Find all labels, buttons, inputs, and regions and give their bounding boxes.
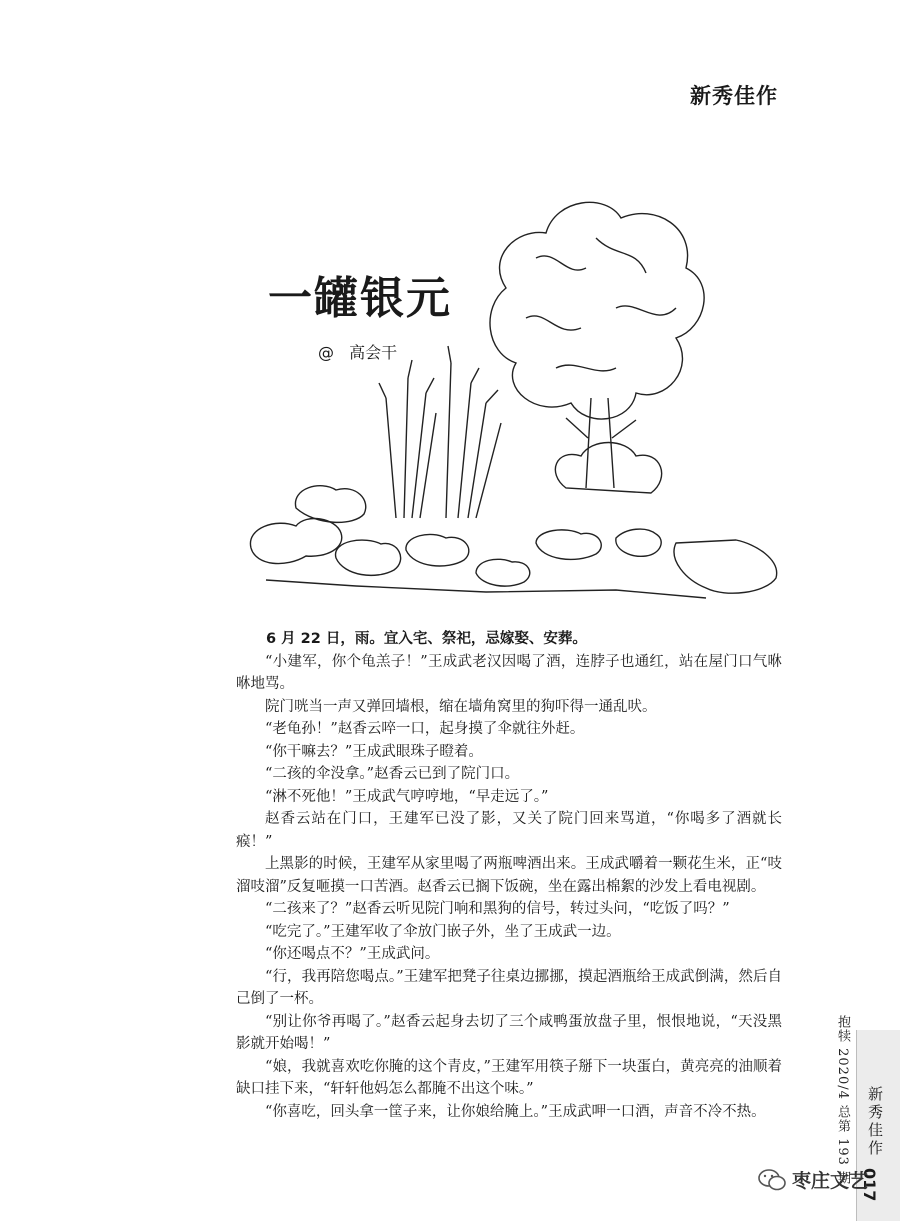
paragraph: 赵香云站在门口，王建军已没了影，又关了院门回来骂道，“你喝多了酒就长瘊！” xyxy=(236,811,782,850)
paragraph: “娘，我就喜欢吃你腌的这个青皮，”王建军用筷子掰下一块蛋白，黄亮亮的油顺着缺口挂下来，“轩轩他妈怎么都腌不出这个味。” xyxy=(236,1058,782,1097)
author-name: 高会干 xyxy=(349,343,398,362)
landscape-illustration xyxy=(236,188,786,618)
paragraph: “淋不死他！”王成武气哼哼地，“早走远了。” xyxy=(265,788,549,805)
watermark xyxy=(758,1166,868,1193)
paragraph: “别让你爷再喝了。”赵香云起身去切了三个咸鸭蛋放盘子里，恨恨地说，“天没黑影就开始喝！” xyxy=(236,1013,782,1052)
side-tab-label: 新秀佳作 xyxy=(866,1086,884,1158)
paragraph: “行，我再陪您喝点。”王建军把凳子往桌边挪挪，摸起酒瓶给王成武倒满，然后自己倒了一杯。 xyxy=(236,968,782,1007)
watermark-text: 枣庄文艺 xyxy=(792,1170,869,1192)
paragraph: 院门咣当一声又弹回墙根，缩在墙角窝里的狗吓得一通乱吠。 xyxy=(265,698,657,715)
paragraph: 上黑影的时候，王建军从家里喝了两瓶啤酒出来。王成武嚼着一颗花生米，正“吱溜吱溜”反复咂摸一口苦酒。赵香云已搁下饭碗，坐在露出棉絮的沙发上看电视剧。 xyxy=(236,856,782,895)
section-label: 新秀佳作 xyxy=(690,84,778,108)
paragraph: “老龟孙！”赵香云啐一口，起身摸了伞就往外赶。 xyxy=(265,721,585,737)
article-title: 一罐银元 xyxy=(268,273,452,324)
wechat-icon xyxy=(758,1169,786,1191)
paragraph: “小建军，你个龟羔子！”王成武老汉因喝了酒，连脖子也通红，站在屋门口气咻咻地骂。 xyxy=(236,653,782,692)
issue-meta: 抱犊 2020/4 总第 193 期 xyxy=(835,1015,850,1186)
paragraph: “吃完了。”王建军收了伞放门嵌子外，坐了王成武一边。 xyxy=(265,923,621,940)
page-number: 017 xyxy=(860,1168,879,1202)
dateline: 6 月 22 日，雨。宜入宅、祭祀，忌嫁娶、安葬。 xyxy=(266,631,587,647)
paragraph: “你喜吃，回头拿一筐子来，让你娘给腌上。”王成武呷一口酒，声音不冷不热。 xyxy=(265,1103,766,1120)
paragraph: “你干嘛去？”王成武眼珠子瞪着。 xyxy=(265,743,483,760)
author-line xyxy=(318,340,397,363)
paragraph: “二孩的伞没拿。”赵香云已到了院门口。 xyxy=(265,766,520,782)
at-symbol: @ xyxy=(318,343,334,362)
article-body xyxy=(236,628,782,1123)
paragraph: “你还喝点不？”王成武问。 xyxy=(265,946,440,962)
paragraph: “二孩来了？”赵香云听见院门响和黑狗的信号，转过头问，“吃饭了吗？” xyxy=(265,901,730,917)
